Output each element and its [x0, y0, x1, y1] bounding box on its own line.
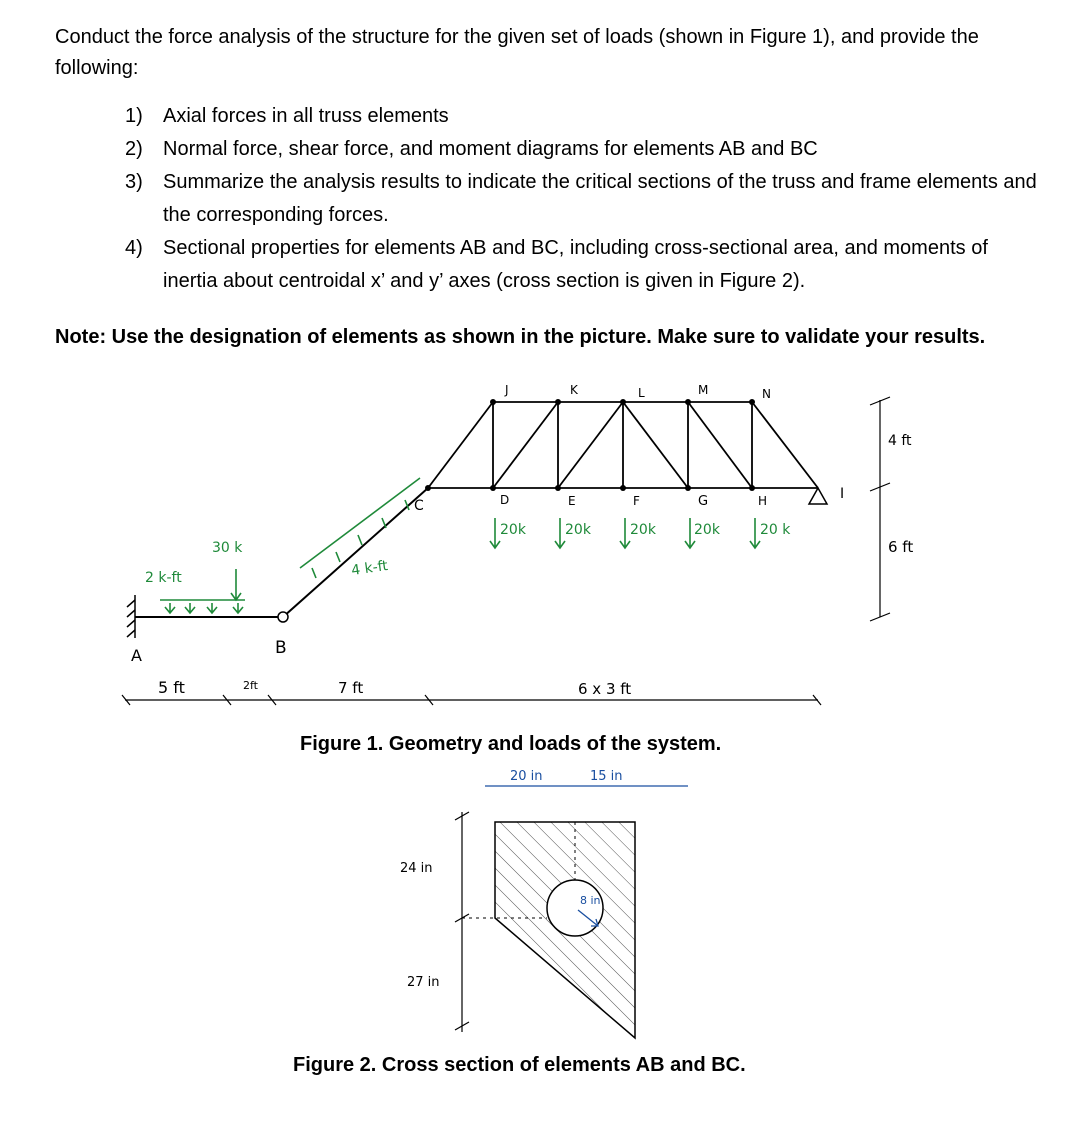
label-truss-load: 20k [694, 522, 720, 538]
label-truss-load: 20k [500, 522, 526, 538]
dim-hole: 8 in [580, 894, 601, 907]
label-truss-load: 20k [630, 522, 656, 538]
label-node-g: G [698, 494, 709, 509]
dim-height-bottom: 27 in [407, 975, 440, 990]
fixed-support-icon [127, 595, 135, 638]
truss-member [688, 402, 752, 488]
label-dist-load-ab: 2 k-ft [145, 570, 182, 586]
dim-ab: 5 ft [158, 678, 185, 697]
label-node-f: F [633, 494, 640, 508]
dim-b-gap: 2ft [243, 679, 258, 692]
label-node-e: E [568, 494, 576, 508]
task-number: 2) [125, 138, 143, 160]
task-number: 4) [125, 237, 143, 259]
label-point-load: 30 k [212, 540, 243, 556]
label-node-c: C [414, 498, 424, 514]
figure-2-caption: Figure 2. Cross section of elements AB and BC. [293, 1054, 746, 1076]
label-node-h: H [758, 494, 768, 508]
intro-text: Conduct the force analysis of the structure for the given set of loads (shown in Figure 1), and provide the following: [55, 26, 979, 79]
figure-1-caption: Figure 1. Geometry and loads of the system. [300, 733, 722, 755]
task-number: 1) [125, 105, 143, 127]
truss-member [558, 402, 623, 488]
dist-load-line-bc [300, 478, 420, 568]
dist-load-arrows-ab-icon [165, 603, 243, 613]
label-node-j: J [505, 383, 509, 397]
label-node-d: D [500, 493, 510, 507]
dim-width-right: 15 in [590, 769, 623, 784]
truss-member [493, 402, 558, 488]
label-node-a: A [131, 646, 142, 665]
figure-1 [122, 383, 913, 755]
task-text: Sectional properties for elements AB and BC, including cross-sectional area, and moments of inertia about centroidal x’ and y’ axes (cross section is given in Figure 2). [163, 237, 988, 292]
task-text: Summarize the analysis results to indicate the critical sections of the truss and frame elements and the corresponding forces. [163, 171, 1037, 226]
task-text: Normal force, shear force, and moment diagrams for elements AB and BC [163, 138, 818, 160]
pin-support-icon [809, 488, 827, 504]
label-dist-load-bc: 4 k-ft [350, 558, 389, 579]
hole-circle [547, 880, 603, 936]
truss-member [623, 402, 688, 488]
hinge-b-icon [278, 612, 288, 622]
label-node-l: L [638, 386, 645, 400]
dim-support-height: 6 ft [888, 538, 914, 556]
task-text: Axial forces in all truss elements [163, 105, 449, 127]
truss [428, 402, 818, 488]
label-node-m: M [698, 383, 709, 397]
dim-width-left: 20 in [510, 769, 543, 784]
dim-truss-span: 6 x 3 ft [578, 680, 632, 698]
note-text: Note: Use the designation of elements as shown in the picture. Make sure to validate your results. [55, 326, 986, 348]
task-number: 3) [125, 171, 143, 193]
label-node-i: I [840, 486, 845, 502]
truss-member [428, 402, 493, 488]
label-truss-load: 20 k [760, 522, 791, 538]
dim-bc: 7 ft [338, 679, 364, 697]
figure-2 [293, 769, 746, 1076]
frame-loads [160, 478, 420, 613]
dim-height-top: 24 in [400, 861, 433, 876]
dim-truss-height: 4 ft [888, 433, 912, 449]
point-load-arrow-icon [231, 569, 241, 600]
truss-member [752, 402, 818, 488]
label-node-b: B [275, 638, 287, 658]
member-bc [283, 488, 428, 617]
label-truss-load: 20k [565, 522, 591, 538]
label-node-k: K [570, 383, 578, 397]
label-node-n: N [762, 387, 771, 401]
